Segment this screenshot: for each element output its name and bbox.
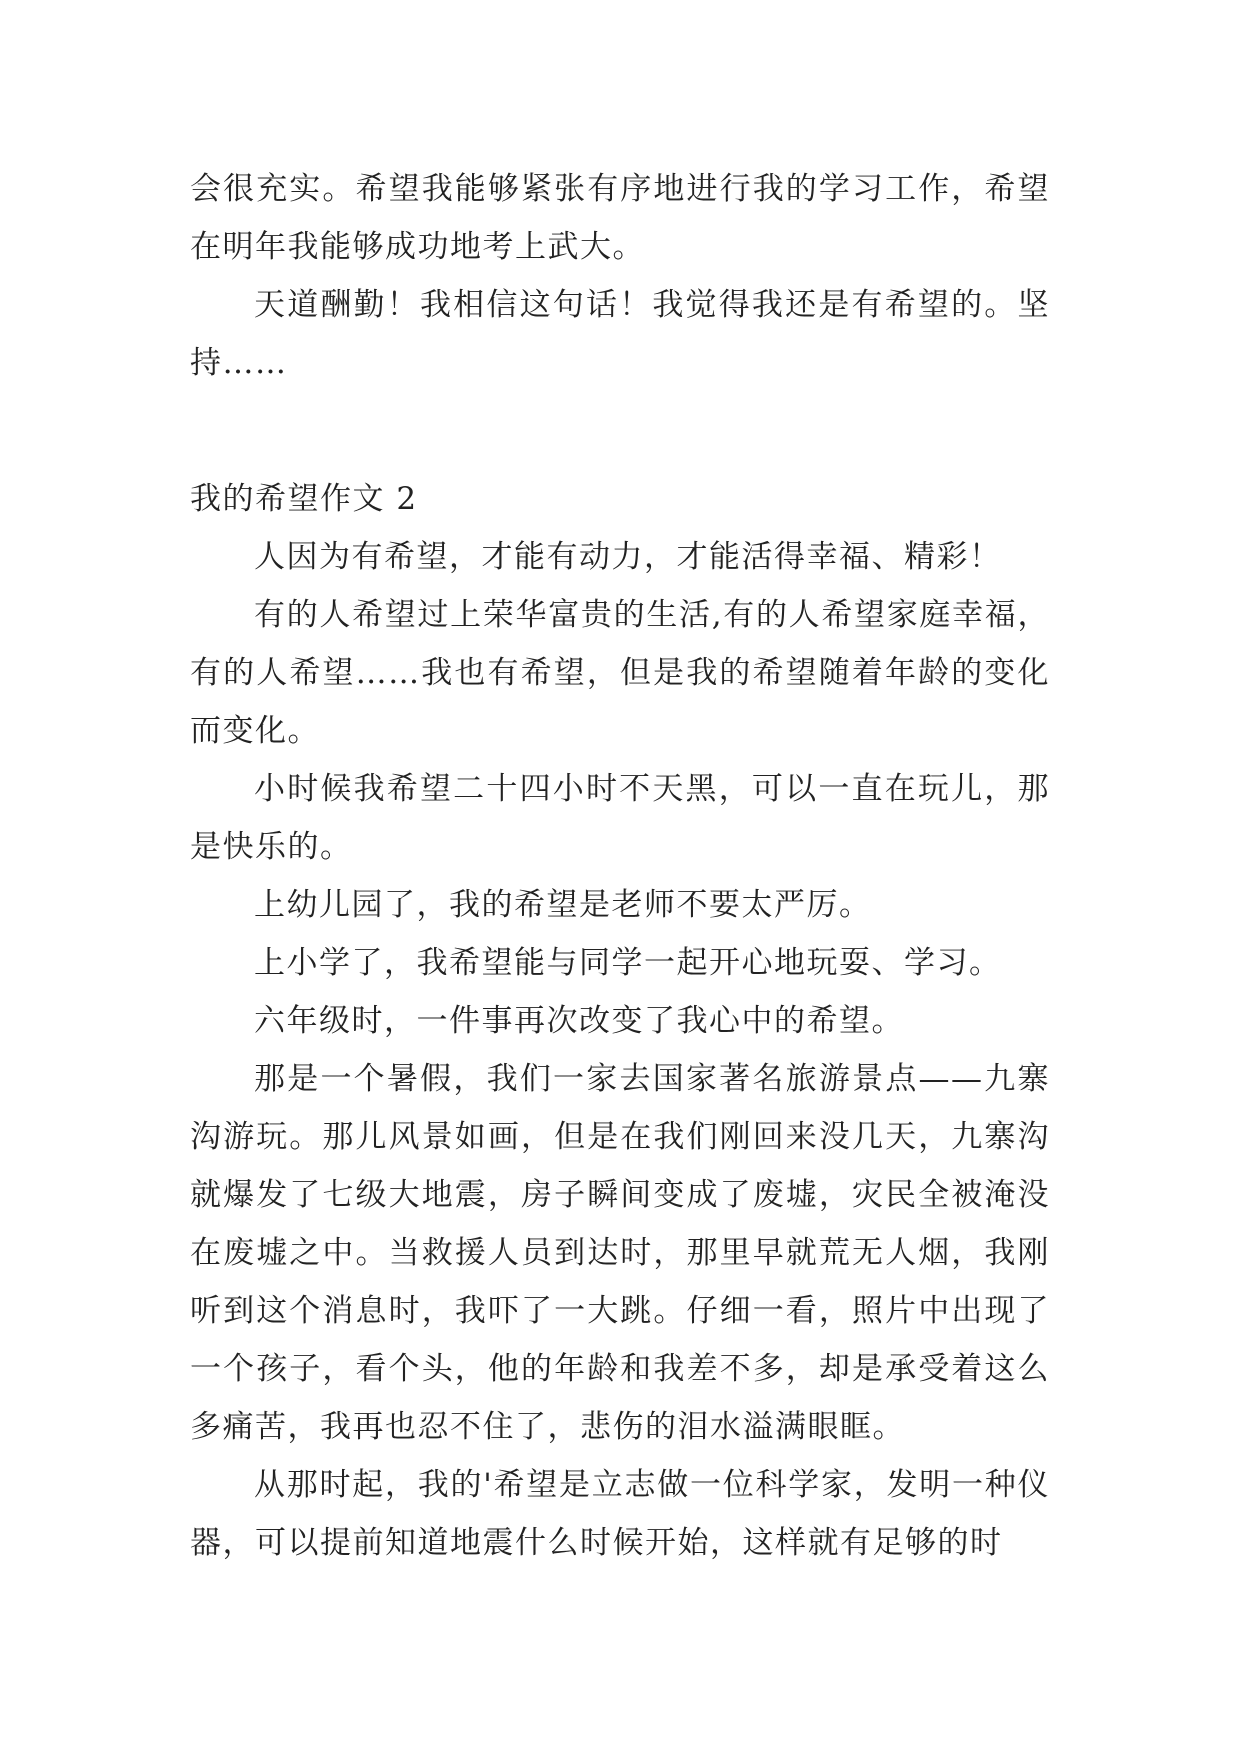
section-title: 我的希望作文 2	[190, 481, 418, 517]
document-body	[190, 160, 1050, 1572]
paragraph: 六年级时，一件事再次改变了我心中的希望。	[254, 1003, 904, 1039]
paragraph: 人因为有希望，才能有动力，才能活得幸福、精彩！	[254, 539, 1002, 575]
paragraph: 从那时起，我的'希望是立志做一位科学家，发明一种仪器，可以提前知道地震什么时候开始，这样就有足够的时	[190, 1467, 1050, 1561]
paragraph-continuation: 会很充实。希望我能够紧张有序地进行我的学习工作，希望在明年我能够成功地考上武大。	[190, 171, 1050, 265]
paragraph: 天道酬勤！我相信这句话！我觉得我还是有希望的。坚持……	[190, 287, 1050, 381]
paragraph: 上幼儿园了，我的希望是老师不要太严厉。	[254, 887, 872, 923]
paragraph: 小时候我希望二十四小时不天黑，可以一直在玩儿，那是快乐的。	[190, 771, 1050, 865]
paragraph: 上小学了，我希望能与同学一起开心地玩耍、学习。	[254, 945, 1002, 981]
paragraph: 那是一个暑假，我们一家去国家著名旅游景点——九寨沟游玩。那儿风景如画，但是在我们刚回来没几天，九寨沟就爆发了七级大地震，房子瞬间变成了废墟，灾民全被淹没在废墟之中。当救援人员到达时，那里早就荒无人烟，我刚听到这个消息时，我吓了一大跳。仔细一看，照片中出现了一个孩子，看个头，他的年龄和我差不多，却是承受着这么多痛苦，我再也忍不住了，悲伤的泪水溢满眼眶。	[190, 1061, 1050, 1445]
paragraph: 有的人希望过上荣华富贵的生活,有的人希望家庭幸福，有的人希望……我也有希望，但是我的希望随着年龄的变化而变化。	[190, 597, 1050, 749]
